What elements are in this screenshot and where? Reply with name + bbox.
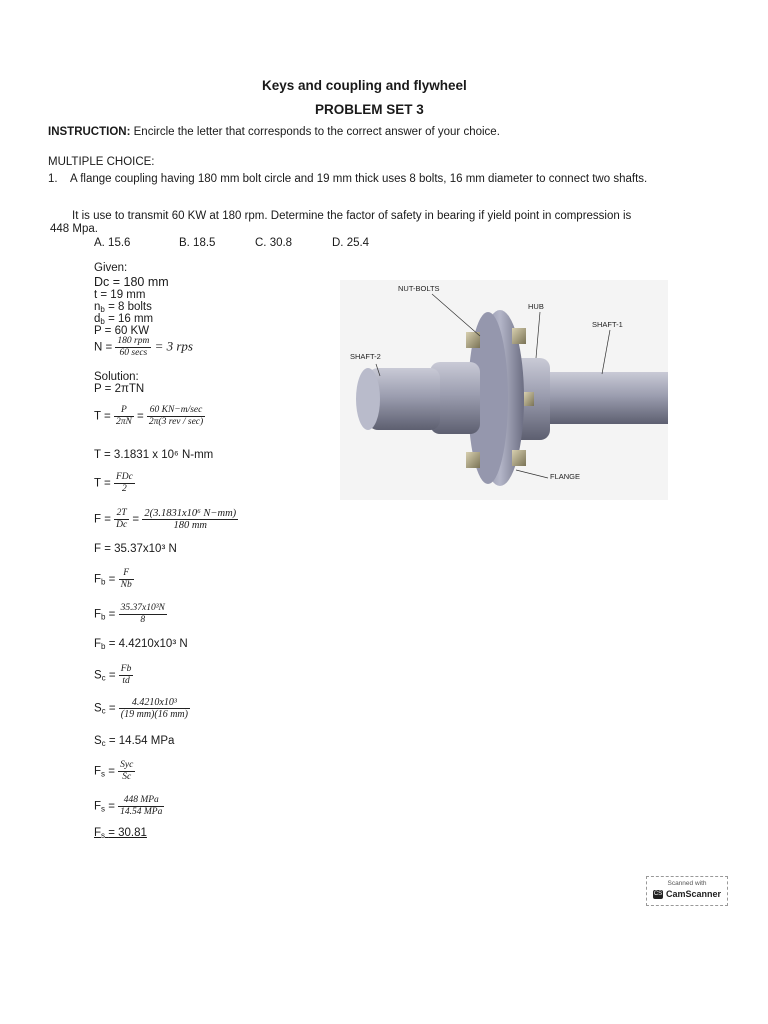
- given-p: P = 60 KW: [94, 325, 150, 337]
- instruction: [48, 126, 500, 138]
- label-flange: FLANGE: [550, 472, 581, 481]
- given-n-prefix: N =: [94, 341, 113, 354]
- t2-prefix: T =: [94, 477, 111, 490]
- fb2-den: 8: [140, 615, 146, 625]
- sc2-frac: [119, 697, 190, 720]
- solution-f-eq: [94, 508, 238, 531]
- problem-line-1: A flange coupling having 180 mm bolt circle and 19 mm thick uses 8 bolts, 16 mm diameter to connect two shafts.: [70, 173, 648, 185]
- problem-line-2: It is use to transmit 60 KW at 180 rpm. Determine the factor of safety in bearing if yield point in compression is: [72, 210, 632, 222]
- f-frac-2-den: 180 mm: [173, 520, 208, 531]
- f-frac-1-num: 2T: [114, 508, 129, 520]
- t2-den: 2: [122, 484, 127, 494]
- fb2-eq-sign: =: [105, 608, 116, 621]
- given-n-result: = 3 rps: [154, 338, 193, 354]
- given-nb: $n_b = 8$ bolts: [94, 301, 152, 314]
- sc-value: = 14.54 MPa: [108, 735, 175, 747]
- solution-sc2-eq: $S_c$ = $\frac{\text{4.4210x10³}}{(19 mm)(16 mm)}$: [94, 697, 188, 720]
- fs-num: Syc: [120, 760, 134, 770]
- camscanner-logo-icon: CS: [653, 890, 663, 897]
- given-dc: Dc = 180 mm: [94, 275, 169, 289]
- stamp-top: Scanned with: [667, 880, 707, 887]
- f-frac-1: [114, 508, 129, 531]
- sc2-prefix: S: [94, 702, 102, 715]
- page-title: Keys and coupling and flywheel: [262, 78, 467, 93]
- t-frac-1-den: 2πN: [115, 417, 132, 427]
- choice-d: D. 25.4: [332, 237, 370, 249]
- solution-sc-value: $S_c = 14.54$ MPa: [94, 735, 175, 748]
- choice-c: C. 30.8: [255, 237, 293, 249]
- given-db-value: = 16 mm: [108, 313, 154, 325]
- solution-t2-eq: [94, 472, 135, 495]
- solution-fb2-eq: $F_b$ = $\frac{\text{35.37x10³N}}{8}$: [94, 603, 165, 625]
- given-n-num: 180 rpm: [117, 336, 150, 346]
- fs2-prefix: F: [94, 800, 102, 813]
- label-hub: HUB: [528, 302, 544, 311]
- fb-eq-sign: =: [105, 573, 116, 586]
- solution-fb-eq: $F_b$ = $\frac{F}{Nb}$: [94, 568, 132, 590]
- solution-sc-eq: $S_c$ = $\frac{Fb}{td}$: [94, 664, 132, 686]
- t2-num: FDc: [115, 472, 133, 482]
- sc-num: Fb: [120, 664, 132, 674]
- given-n-den: 60 secs: [119, 348, 148, 358]
- given-n: [94, 336, 193, 359]
- stamp-brand: CamScanner: [665, 889, 722, 899]
- fs-prefix: F: [94, 765, 102, 778]
- fs-value: = 30.81: [108, 827, 147, 839]
- fb-value: = 4.4210x10³ N: [108, 638, 188, 650]
- t2-frac: [114, 472, 135, 495]
- t-frac-2-num: 60 KN−m/sec: [147, 405, 205, 417]
- fs-den: Sc: [122, 772, 132, 782]
- f-frac-1-den: Dc: [116, 520, 128, 530]
- solution-label: Solution:: [94, 371, 139, 383]
- sc2-num: 4.4210x10³: [119, 697, 190, 709]
- t-frac-2: [147, 405, 205, 428]
- t-frac-2-den: 2π(3 rev / sec): [148, 417, 204, 427]
- problem-number: 1.: [48, 173, 58, 185]
- solution-t-value: T = 3.1831 x 10⁶ N-mm: [94, 449, 214, 461]
- label-shaft-1: SHAFT-1: [592, 320, 623, 329]
- t-eq-sign: =: [137, 410, 144, 423]
- fb-frac: [119, 568, 134, 591]
- sc-frac: [119, 664, 134, 687]
- fb2-frac: [119, 603, 167, 626]
- fb2-prefix: F: [94, 608, 102, 621]
- given-db: $d_b = 16$ mm: [94, 313, 154, 326]
- sc2-den: (19 mm)(16 mm): [120, 709, 188, 720]
- solution-p-eq: P = 2πTN: [94, 383, 145, 395]
- label-shaft-2: SHAFT-2: [350, 352, 381, 361]
- final-answer: $F_s = 30.81$: [94, 827, 147, 840]
- t-frac-1: [114, 405, 134, 428]
- solution-t-eq: [94, 405, 205, 428]
- instruction-text: Encircle the letter that corresponds to the correct answer of your choice.: [133, 126, 500, 138]
- sc-prefix: S: [94, 669, 102, 682]
- coupling-figure: [340, 280, 668, 500]
- camscanner-watermark: [646, 876, 728, 906]
- given-label: Given:: [94, 262, 128, 274]
- solution-fb-value: $F_b = 4.4210x10^3$ N: [94, 638, 188, 651]
- solution-fs-eq: $F_s$ = $\frac{\text{Syc}}{Sc}$: [94, 760, 134, 782]
- given-t: t = 19 mm: [94, 289, 146, 301]
- instruction-label: INSTRUCTION:: [48, 126, 131, 138]
- given-nb-value: = 8 bolts: [108, 301, 152, 313]
- problem-line-3: 448 Mpa.: [50, 223, 98, 235]
- f-prefix: F =: [94, 513, 111, 526]
- stamp-brand-row: [647, 889, 727, 899]
- given-n-fraction: [115, 336, 151, 359]
- label-nut-bolts: NUT-BOLTS: [398, 284, 440, 293]
- section-heading: MULTIPLE CHOICE:: [48, 156, 155, 168]
- shaft-1: [540, 372, 668, 424]
- solution-fs2-eq: $F_s$ = $\frac{\text{448 MPa}}{\text{14.54 MPa}}$: [94, 795, 163, 817]
- choice-b: B. 18.5: [179, 237, 216, 249]
- coupling-drawing: [340, 280, 668, 500]
- f-frac-2: [142, 508, 238, 531]
- fb-den: Nb: [120, 580, 132, 590]
- t-frac-1-num: P: [114, 405, 134, 417]
- fs-frac: [118, 760, 135, 783]
- f-frac-2-num: 2(3.1831x10⁶ N−mm): [144, 508, 237, 519]
- solution-f-value: F = 35.37x10³ N: [94, 543, 177, 555]
- fs2-den: 14.54 MPa: [120, 807, 163, 817]
- fs2-frac: [118, 795, 164, 818]
- fb2-num: 35.37x10³N: [120, 603, 165, 613]
- f-eq-sign: =: [132, 513, 140, 526]
- choice-a: A. 15.6: [94, 237, 131, 249]
- sc-den: td: [122, 676, 130, 686]
- fs2-num: 448 MPa: [118, 795, 164, 807]
- fb-num: F: [119, 568, 134, 580]
- t-prefix: T =: [94, 410, 111, 423]
- fb-prefix: F: [94, 573, 102, 586]
- page-subtitle: PROBLEM SET 3: [315, 102, 424, 117]
